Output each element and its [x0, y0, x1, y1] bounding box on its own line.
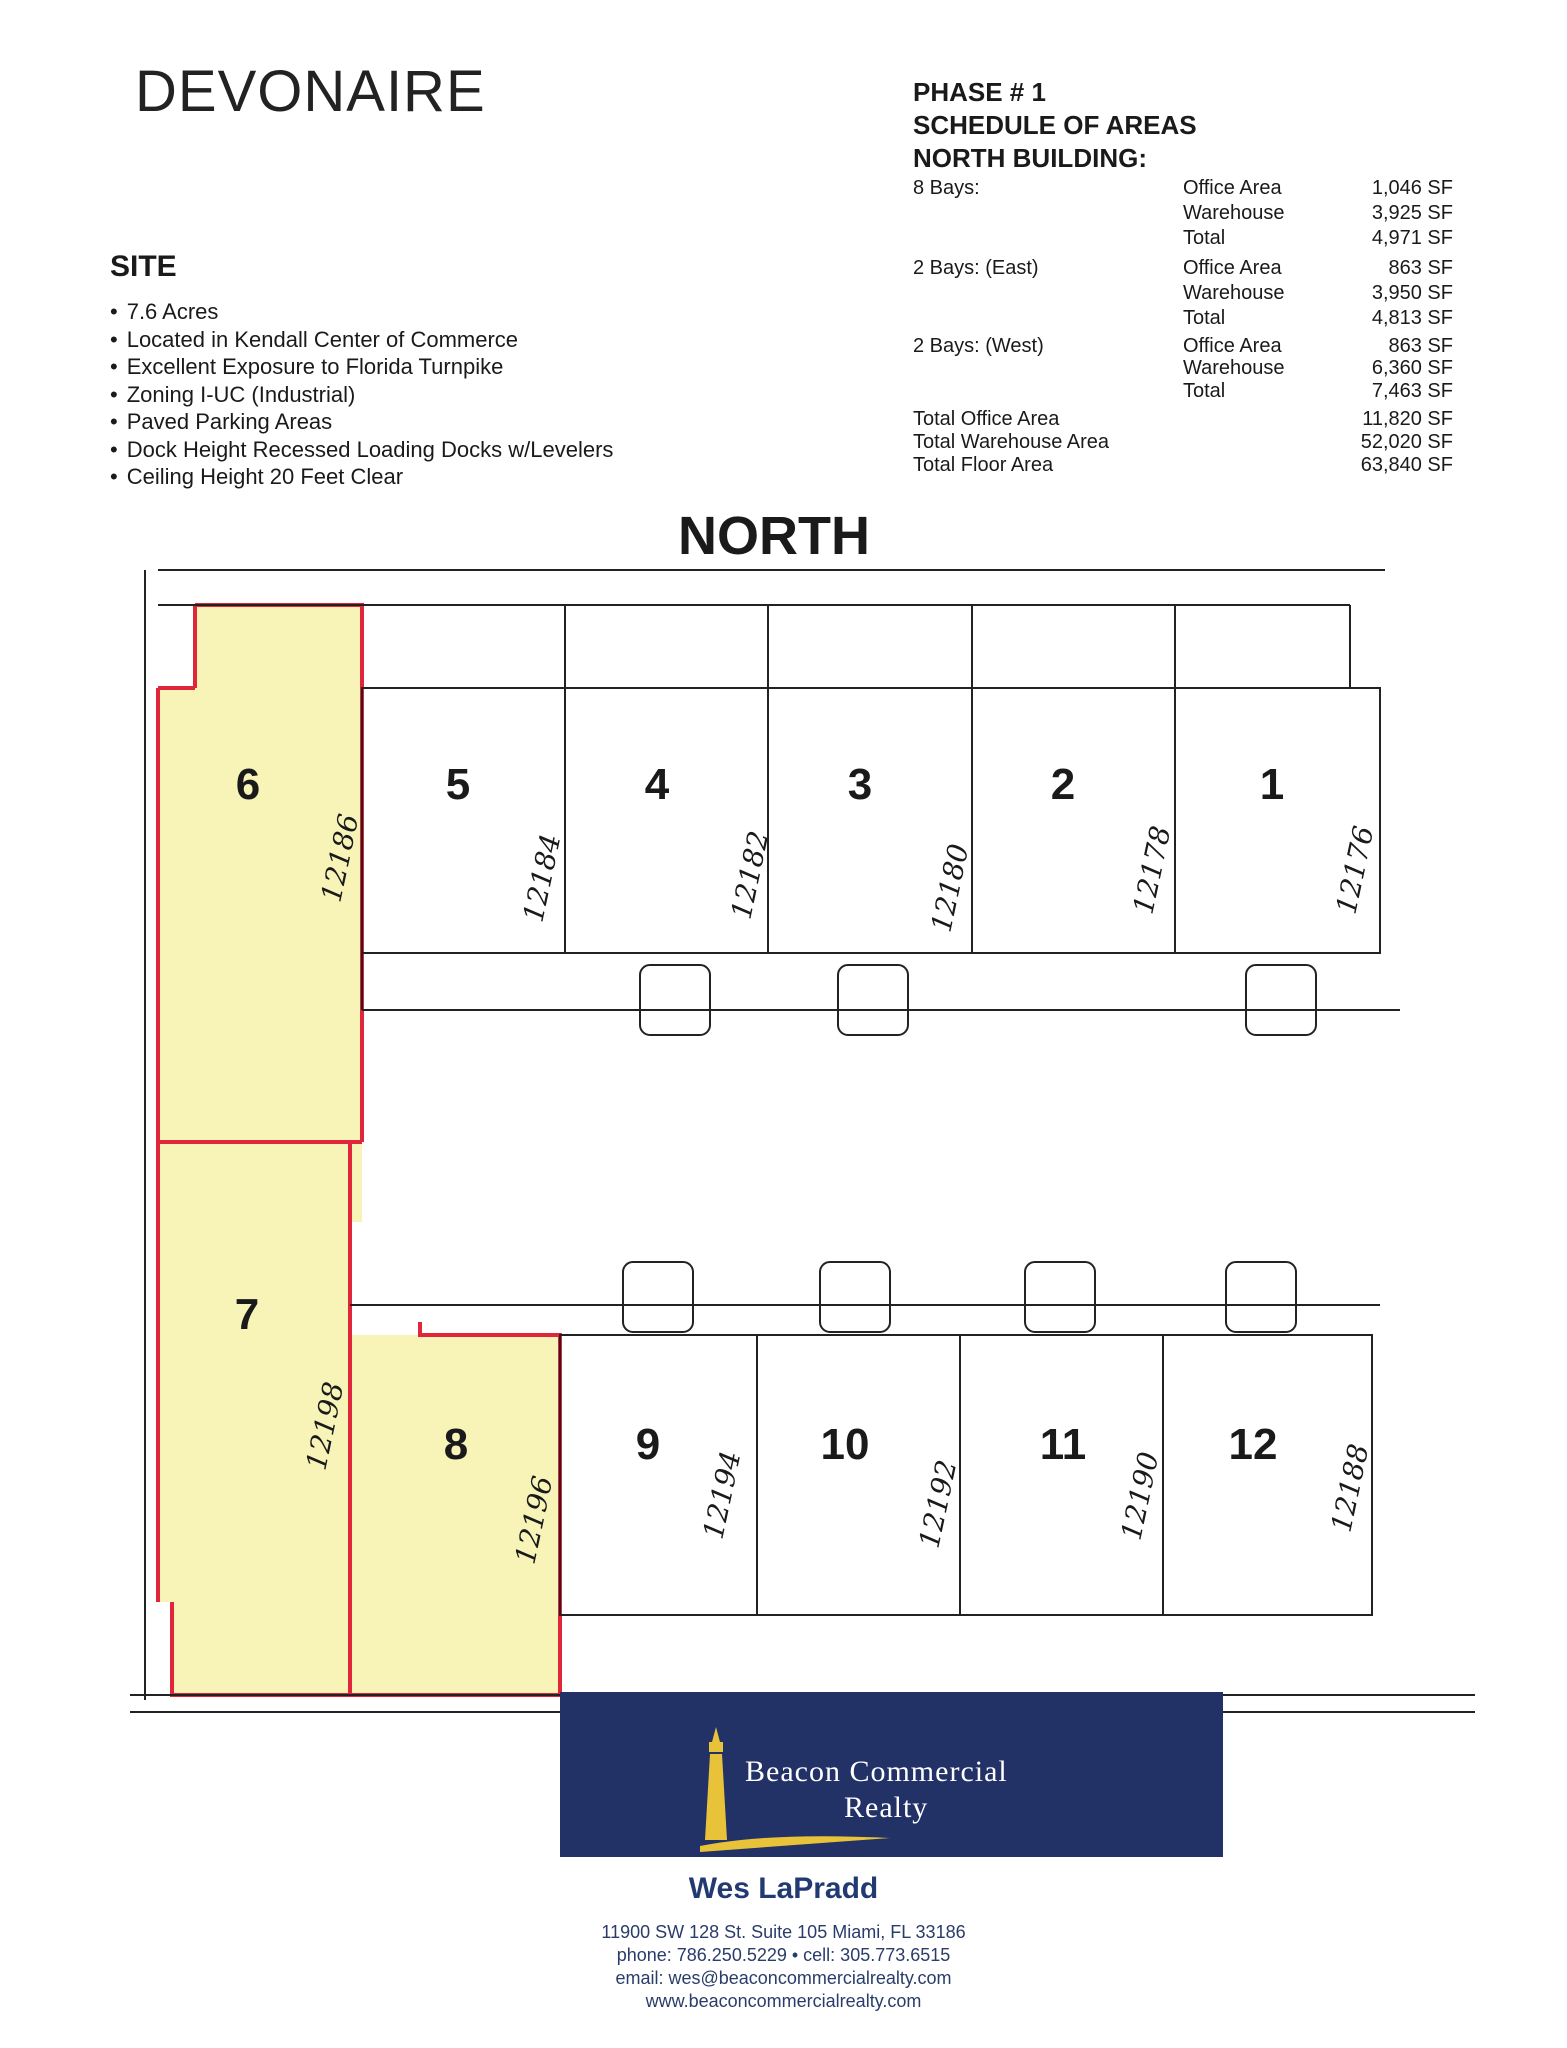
schedule-title: SCHEDULE OF AREAS — [913, 110, 1197, 140]
bay-address: 12194 — [696, 1448, 748, 1542]
row-key: Warehouse — [1183, 282, 1285, 304]
row-label: 2 Bays: (East) — [913, 257, 1039, 279]
bay-address: 12180 — [924, 841, 976, 935]
north-label: NORTH — [678, 506, 870, 566]
brand-line-2: Realty — [844, 1791, 929, 1824]
bay-number: 2 — [1050, 760, 1076, 809]
bay-number: 9 — [635, 1420, 661, 1469]
bay-address: 12190 — [1114, 1449, 1166, 1543]
bay-number: 4 — [644, 760, 670, 809]
bay-address: 12178 — [1126, 823, 1178, 917]
beacon-icon — [700, 1727, 890, 1852]
bay-number: 11 — [1039, 1420, 1087, 1469]
row-value: 4,971 SF — [1371, 227, 1453, 249]
bay-address: 12188 — [1324, 1441, 1376, 1535]
row-value: 7,463 SF — [1371, 380, 1453, 402]
site-feature: • Zoning I-UC (Industrial) — [110, 381, 613, 409]
row-key: Warehouse — [1183, 357, 1285, 379]
bay-number: 7 — [234, 1290, 260, 1339]
agent-name: Wes LaPradd — [688, 1872, 879, 1905]
row-key: Total — [1183, 380, 1226, 402]
bay-number: 10 — [820, 1420, 870, 1469]
row-label: 8 Bays: — [913, 177, 980, 199]
bay-address: 12182 — [724, 828, 776, 922]
bay-address: 12196 — [508, 1473, 560, 1567]
website-link[interactable]: www.beaconcommercialrealty.com — [645, 1991, 922, 2011]
page-title: DEVONAIRE — [135, 59, 486, 124]
row-value: 3,950 SF — [1371, 282, 1453, 304]
site-feature: • Paved Parking Areas — [110, 408, 613, 436]
bay-address: 12198 — [299, 1379, 351, 1473]
row-value: 863 SF — [1388, 257, 1453, 279]
row-key: Office Area — [1183, 177, 1282, 199]
total-label: Total Floor Area — [913, 454, 1054, 476]
email-link[interactable]: email: wes@beaconcommercialrealty.com — [615, 1968, 952, 1988]
bay-number: 1 — [1259, 760, 1285, 809]
bay-number: 5 — [445, 760, 471, 809]
row-value: 6,360 SF — [1371, 357, 1453, 379]
site-feature: • Ceiling Height 20 Feet Clear — [110, 463, 613, 491]
office-address: 11900 SW 128 St. Suite 105 Miami, FL 33186 — [601, 1922, 966, 1942]
total-value: 63,840 SF — [1360, 454, 1453, 476]
row-value: 863 SF — [1388, 335, 1453, 357]
bay-address: 12184 — [516, 831, 568, 925]
total-label: Total Office Area — [913, 408, 1060, 430]
bay-number: 8 — [443, 1420, 469, 1469]
site-feature: • 7.6 Acres — [110, 298, 613, 326]
building-label: NORTH BUILDING: — [913, 143, 1147, 173]
brand-line-1: Beacon Commercial — [745, 1755, 1008, 1788]
site-feature: • Dock Height Recessed Loading Docks w/Levelers — [110, 436, 613, 464]
site-feature: • Located in Kendall Center of Commerce — [110, 326, 613, 354]
row-value: 1,046 SF — [1371, 177, 1453, 199]
row-label: 2 Bays: (West) — [913, 335, 1044, 357]
row-key: Total — [1183, 227, 1226, 249]
bay-address: 12192 — [912, 1457, 964, 1551]
bay-address: 12176 — [1329, 823, 1381, 917]
phase-label: PHASE # 1 — [913, 77, 1046, 107]
site-feature: • Excellent Exposure to Florida Turnpike — [110, 353, 613, 381]
row-key: Office Area — [1183, 335, 1282, 357]
site-heading: SITE — [110, 250, 177, 283]
row-key: Warehouse — [1183, 202, 1285, 224]
total-value: 11,820 SF — [1362, 408, 1453, 430]
total-value: 52,020 SF — [1360, 431, 1453, 453]
bay-number: 6 — [235, 760, 261, 809]
total-label: Total Warehouse Area — [913, 431, 1110, 453]
row-key: Office Area — [1183, 257, 1282, 279]
row-value: 3,925 SF — [1371, 202, 1453, 224]
bay-number: 12 — [1228, 1420, 1278, 1469]
bay-address: 12186 — [314, 811, 366, 905]
row-key: Total — [1183, 307, 1226, 329]
bay-number: 3 — [847, 760, 873, 809]
row-value: 4,813 SF — [1371, 307, 1453, 329]
phone-numbers: phone: 786.250.5229 • cell: 305.773.6515 — [616, 1945, 951, 1965]
